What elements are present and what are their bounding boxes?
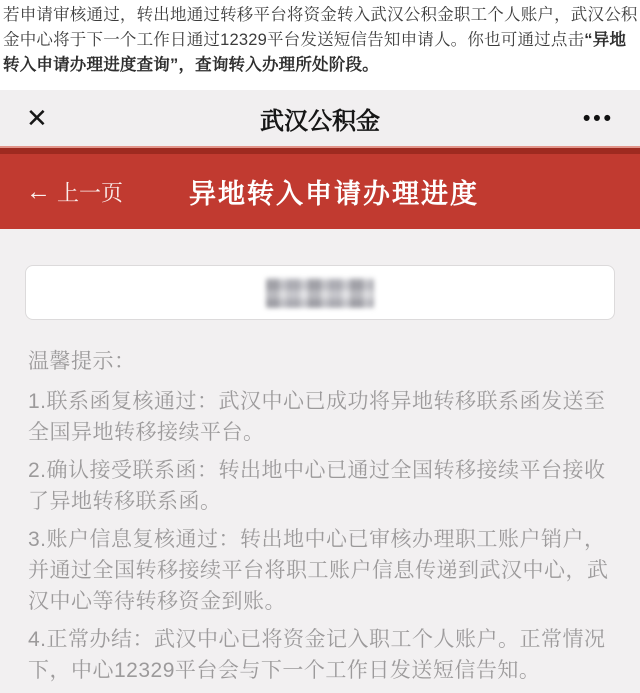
navbar <box>0 154 640 229</box>
query-result-field[interactable] <box>25 265 615 320</box>
close-icon[interactable]: ✕ <box>26 103 48 133</box>
app-screenshot <box>0 90 640 682</box>
titlebar <box>0 90 640 148</box>
tips-title: 温馨提示： <box>28 350 136 373</box>
tip-item: 4.正常办结：武汉中心已将资金记入职工个人账户。正常情况下，中心12329平台会与下一个工作日发送短信告知。 <box>28 628 606 682</box>
back-button[interactable] <box>26 176 123 207</box>
back-label: 上一页 <box>57 180 124 205</box>
app-title: 武汉公积金 <box>260 107 380 135</box>
back-arrow-icon: ← <box>26 177 51 205</box>
tips <box>0 320 640 686</box>
tip-item: 2.确认接受联系函：转出地中心已通过全国转移接续平台接收了异地转移联系函。 <box>28 459 606 513</box>
article-paragraph <box>0 0 640 78</box>
article-text: 若申请审核通过，转出地通过转移平台将资金转入武汉公积金职工个人账户，武汉公积金中心将于下一个工作日通过12329平台发送短信告知申请人。你也可通过点击 <box>3 6 638 49</box>
redacted-value <box>266 278 374 308</box>
article-text-bold: “异地转入申请办理进度查询”，查询转入办理所处阶段。 <box>3 31 627 74</box>
more-menu-icon[interactable]: ••• <box>582 106 614 130</box>
tip-item: 1.联系函复核通过：武汉中心已成功将异地转移联系函发送至全国异地转移接续平台。 <box>28 390 606 444</box>
content-area <box>0 229 640 693</box>
tip-item: 3.账户信息复核通过：转出地中心已审核办理职工账户销户，并通过全国转移接续平台将职工账户信息传递到武汉中心，武汉中心等待转移资金到账。 <box>28 528 609 613</box>
nav-title: 异地转入申请办理进度 <box>189 179 479 209</box>
